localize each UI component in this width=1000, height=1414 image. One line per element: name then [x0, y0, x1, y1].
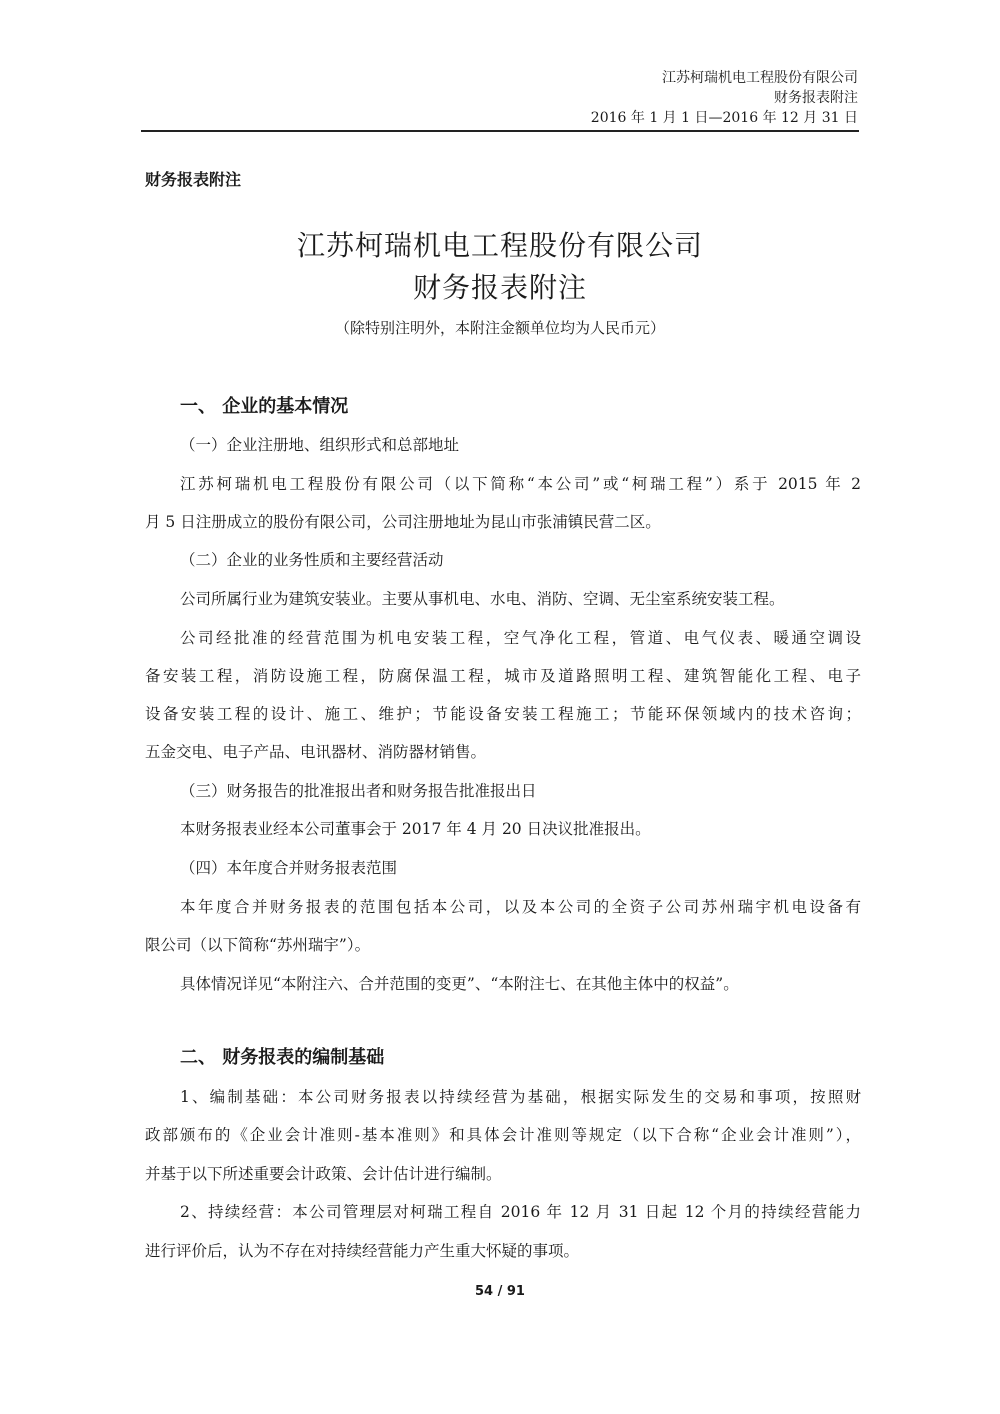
paragraph-line: 本财务报表业经本公司董事会于 2017 年 4 月 20 日决议批准报出。 [180, 820, 651, 838]
paragraph-line: 限公司（以下简称“苏州瑞宇”）。 [145, 936, 371, 954]
paragraph-line: 并基于以下所述重要会计政策、会计估计进行编制。 [145, 1165, 502, 1183]
section-heading-2: 二、 财务报表的编制基础 [180, 1047, 385, 1068]
header-period: 2016 年 1 月 1 日—2016 年 12 月 31 日 [590, 110, 858, 126]
paragraph-line: 2、持续经营：本公司管理层对柯瑞工程自 2016 年 12 月 31 日起 12 个月的持续经营能力 [180, 1203, 861, 1221]
paragraph-line: 公司所属行业为建筑安装业。主要从事机电、水电、消防、空调、无尘室系统安装工程。 [180, 590, 785, 608]
subheading-1-4: （四）本年度合并财务报表范围 [180, 859, 398, 877]
currency-note: （除特别注明外，本附注金额单位均为人民币元） [334, 319, 665, 337]
section-heading-1: 一、 企业的基本情况 [180, 396, 349, 417]
document-title-type: 财务报表附注 [412, 271, 587, 304]
paragraph-line: 江苏柯瑞机电工程股份有限公司（以下简称“本公司”或“柯瑞工程”）系于 2015 年 2 [180, 475, 861, 493]
paragraph-line: 公司经批准的经营范围为机电安装工程，空气净化工程，管道、电气仪表、暖通空调设 [180, 629, 861, 647]
paragraph-line: 月 5 日注册成立的股份有限公司，公司注册地址为昆山市张浦镇民营二区。 [145, 513, 661, 531]
document-title-company: 江苏柯瑞机电工程股份有限公司 [296, 229, 703, 262]
paragraph-line: 五金交电、电子产品、电讯器材、消防器材销售。 [145, 743, 487, 761]
paragraph-line: 本年度合并财务报表的范围包括本公司，以及本公司的全资子公司苏州瑞宇机电设备有 [180, 898, 861, 916]
header-doc-type: 财务报表附注 [774, 90, 858, 106]
page-number: 54 / 91 [475, 1284, 525, 1299]
header-company: 江苏柯瑞机电工程股份有限公司 [662, 70, 858, 86]
running-header [591, 68, 858, 128]
subheading-1-3: （三）财务报告的批准报出者和财务报告批准报出日 [180, 782, 537, 800]
section-label: 财务报表附注 [145, 170, 242, 189]
subheading-1-2: （二）企业的业务性质和主要经营活动 [180, 551, 444, 569]
paragraph-line: 备安装工程，消防设施工程，防腐保温工程，城市及道路照明工程、建筑智能化工程、电子 [145, 667, 861, 685]
header-divider [141, 130, 859, 132]
paragraph-line: 设备安装工程的设计、施工、维护；节能设备安装工程施工；节能环保领域内的技术咨询； [145, 705, 861, 723]
paragraph-line: 具体情况详见“本附注六、合并范围的变更”、“本附注七、在其他主体中的权益”。 [180, 975, 739, 993]
paragraph-line: 政部颁布的《企业会计准则-基本准则》和具体会计准则等规定（以下合称“企业会计准则”）， [145, 1126, 861, 1144]
paragraph-line: 1、编制基础：本公司财务报表以持续经营为基础，根据实际发生的交易和事项，按照财 [180, 1088, 861, 1106]
paragraph-line: 进行评价后，认为不存在对持续经营能力产生重大怀疑的事项。 [145, 1242, 580, 1260]
subheading-1-1: （一）企业注册地、组织形式和总部地址 [180, 436, 460, 454]
